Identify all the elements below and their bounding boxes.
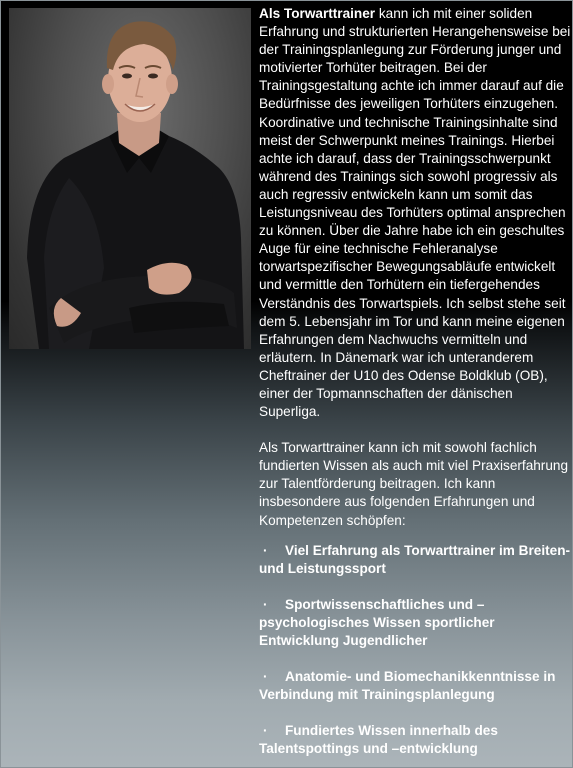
intro-text: kann ich mit einer soliden Erfahrung und strukturierten Herangehensweise bei der Trainingsplanlegung zur Förderung junger und motivierter Torhüter beitragen. Bei der Trainingsgestaltung achte ich immer darauf auf die Bedürfnisse des jeweiligen Torhüters einzugehen. Koordinative und technische Trainingsinhalte sind meist der Schwerpunkt meines Trainings. Hierbei achte ich darauf, dass der Trainingsschwerpunkt während des Trainings sich sowohl progressiv als auch regressiv entwickeln kann um somit das Leistungsniveau des Torhüters optimal ansprechen zu können. Über die Jahre habe ich ein geschultes Auge für eine technische Fehleranalyse torwartspezifischer Bewegungsabläufe entwickelt und vermittle den Torhütern ein tiefergehendes Verständnis des Torwartspiels. Ich selbst stehe seit dem 5. Lebensjahr im Tor und kann meine eigenen Erfahrungen dem Nachwuchs vermitteln und erläutern. In Dänemark war ich unteranderem Cheftrainer der U10 des Odense Boldklub (OB), einer der Topmannschaften der dänischen Superliga. (259, 6, 571, 420)
competency-text: Viel Erfahrung als Torwarttrainer im Breiten-und Leistungssport (259, 542, 571, 576)
competencies-list (259, 542, 571, 759)
bullet-icon: · (263, 723, 268, 739)
intro-lead: Als Torwarttrainer (259, 6, 376, 21)
bullet-icon: · (263, 596, 268, 612)
profile-text (259, 5, 571, 768)
intro-paragraph (259, 5, 571, 421)
competency-item (259, 668, 571, 704)
competency-text: Anatomie- und Biomechanikkenntnisse in Verbindung mit Trainingsplanlegung (259, 669, 556, 703)
bullet-icon: · (263, 542, 268, 558)
competency-item (259, 722, 571, 758)
bullet-icon: · (263, 669, 268, 685)
trainer-portrait-photo (9, 8, 251, 349)
competency-text: Fundiertes Wissen innerhalb des Talentspottings und –entwicklung (259, 723, 498, 757)
competency-item (259, 542, 571, 578)
experience-paragraph: Als Torwarttrainer kann ich mit sowohl fachlich fundierten Wissen als auch mit viel Praxiserfahrung zur Talentförderung beitragen. Ich kann insbesondere aus folgenden Erfahrungen und Kompetenzen schöpfen: (259, 440, 569, 528)
competency-item (259, 596, 571, 650)
competency-text: Sportwissenschaftliches und –psychologisches Wissen sportlicher Entwicklung Jugendlicher (259, 596, 495, 648)
